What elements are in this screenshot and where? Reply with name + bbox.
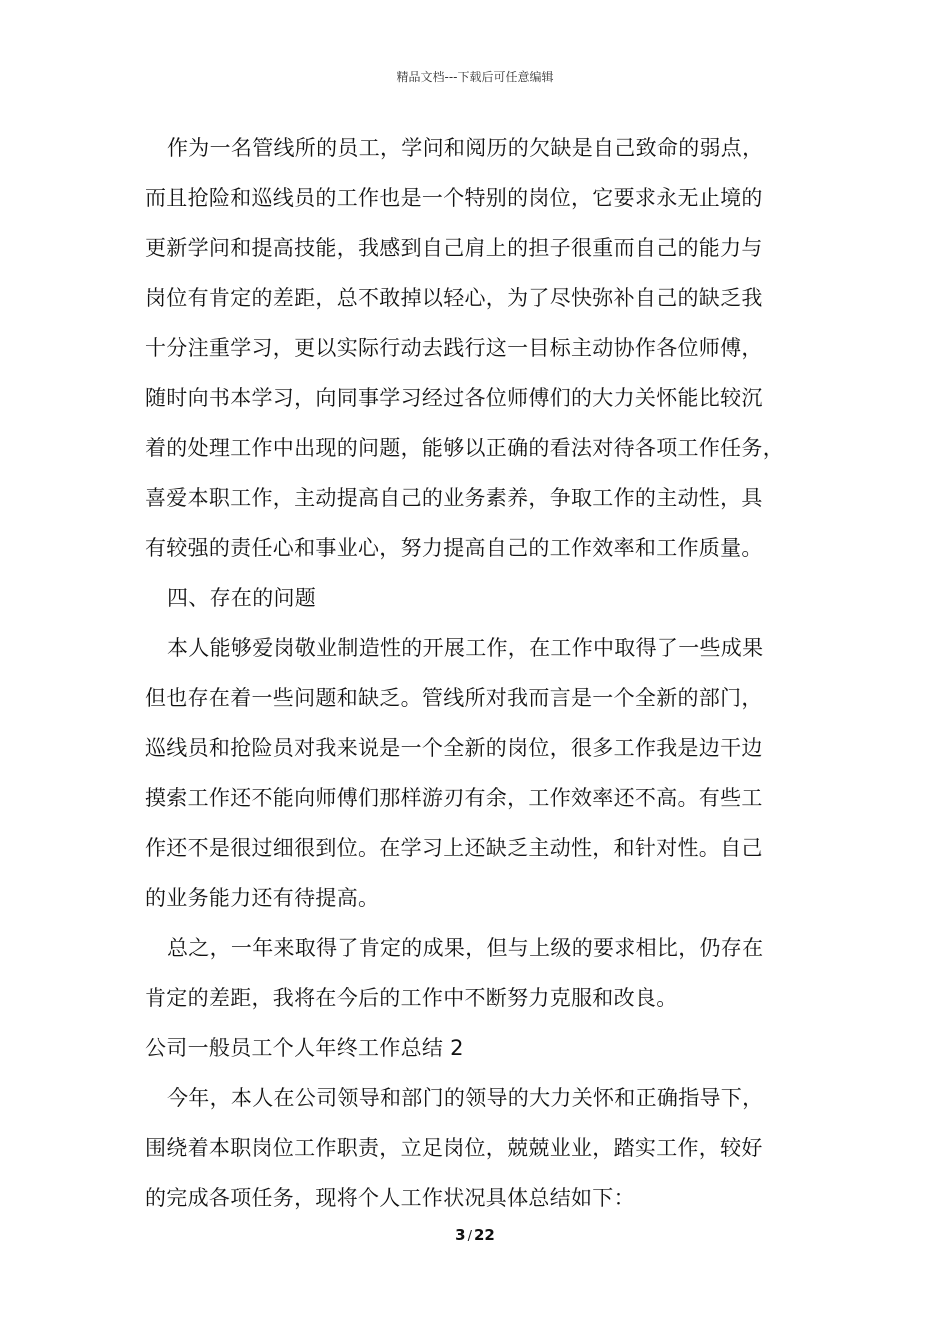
paragraph-conclusion — [145, 931, 835, 1031]
document-header: 精品文档---下载后可任意编辑 — [396, 70, 554, 84]
text-line: 有较强的责任心和事业心，努力提高自己的工作效率和工作质量。 — [145, 536, 763, 560]
paragraph-intro-2 — [145, 1081, 835, 1231]
text-line: 本人能够爱岗敬业制造性的开展工作，在工作中取得了一些成果 — [167, 636, 764, 660]
title-text: 公司一般员工个人年终工作总结 2 — [145, 1036, 464, 1060]
text-line: 十分注重学习，更以实际行动去践行这一目标主动协作各位师傅， — [145, 336, 763, 360]
text-line: 巡线员和抢险员对我来说是一个全新的岗位，很多工作我是边干边 — [145, 736, 763, 760]
text-line: 摸索工作还不能向师傅们那样游刃有余，工作效率还不高。有些工 — [145, 786, 763, 810]
text-line: 的业务能力还有待提高。 — [145, 886, 380, 910]
page-separator: / — [467, 1229, 472, 1244]
document-body — [145, 131, 835, 1231]
text-line: 的完成各项任务，现将个人工作状况具体总结如下： — [145, 1186, 635, 1210]
current-page-number: 3 — [455, 1226, 466, 1244]
text-line: 作还不是很过细很到位。在学习上还缺乏主动性，和针对性。自己 — [145, 836, 763, 860]
text-line: 今年，本人在公司领导和部门的领导的大力关怀和正确指导下， — [167, 1086, 764, 1110]
text-line: 着的处理工作中出现的问题，能够以正确的看法对待各项工作任务， — [145, 436, 784, 460]
text-line: 总之，一年来取得了肯定的成果，但与上级的要求相比，仍存在 — [167, 936, 764, 960]
text-line: 而且抢险和巡线员的工作也是一个特别的岗位，它要求永无止境的 — [145, 186, 763, 210]
paragraph-work-attitude — [145, 131, 835, 581]
section-heading-problems — [145, 581, 835, 631]
text-line: 更新学问和提高技能，我感到自己肩上的担子很重而自己的能力与 — [145, 236, 763, 260]
text-line: 作为一名管线所的员工，学问和阅历的欠缺是自己致命的弱点， — [167, 136, 764, 160]
text-line: 肯定的差距，我将在今后的工作中不断努力克服和改良。 — [145, 986, 678, 1010]
text-line: 但也存在着一些问题和缺乏。管线所对我而言是一个全新的部门， — [145, 686, 763, 710]
text-line: 岗位有肯定的差距，总不敢掉以轻心，为了尽快弥补自己的缺乏我 — [145, 286, 763, 310]
section-heading-text: 四、存在的问题 — [167, 586, 317, 610]
total-pages-number: 22 — [473, 1226, 495, 1244]
text-line: 随时向书本学习，向同事学习经过各位师傅们的大力关怀能比较沉 — [145, 386, 763, 410]
text-line: 围绕着本职岗位工作职责，立足岗位，兢兢业业，踏实工作，较好 — [145, 1136, 763, 1160]
text-line: 喜爱本职工作，主动提高自己的业务素养，争取工作的主动性，具 — [145, 486, 763, 510]
document-title-2 — [145, 1031, 835, 1081]
page-number — [0, 1226, 950, 1244]
paragraph-problems — [145, 631, 835, 931]
